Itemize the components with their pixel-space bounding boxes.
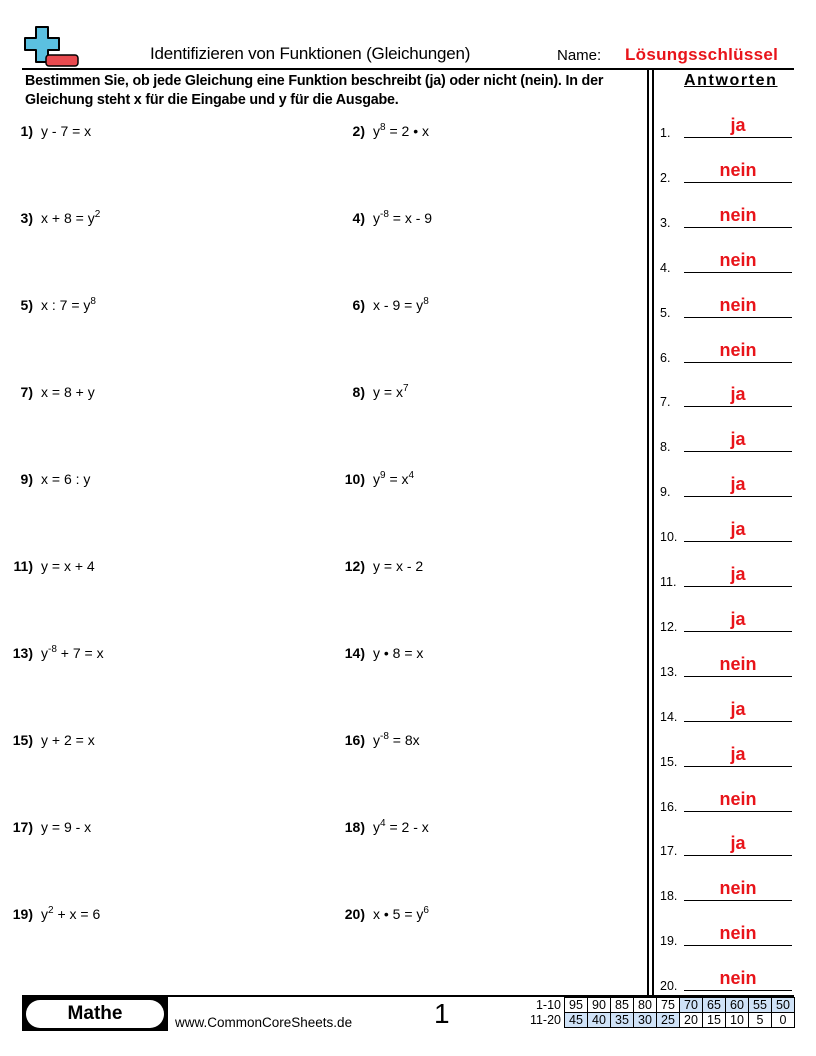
- problem-item: [0, 906, 100, 922]
- problem-number: 6): [352, 297, 365, 313]
- problem-item: [332, 558, 423, 574]
- problem-number: 14): [344, 645, 365, 661]
- problem-number: 13): [12, 645, 33, 661]
- score-cell: 65: [703, 998, 726, 1013]
- problem-number: 18): [344, 819, 365, 835]
- problem-number: 17): [12, 819, 33, 835]
- answer-row: [660, 280, 792, 320]
- answer-value: nein: [719, 159, 757, 180]
- answer-line: [684, 631, 792, 632]
- problem-number: 10): [344, 471, 365, 487]
- equation: $y^4 = 2 - x$: [373, 818, 429, 835]
- answer-line: [684, 811, 792, 812]
- answer-line: [684, 586, 792, 587]
- name-label: Name:: [557, 47, 602, 64]
- answer-value: ja: [730, 743, 746, 764]
- answer-number: 7.: [660, 395, 671, 410]
- score-table: [527, 997, 795, 1028]
- answer-number: 16.: [660, 799, 678, 814]
- equation: $y^{-8} + 7 = x$: [41, 644, 104, 661]
- answer-row: [660, 639, 792, 679]
- answer-number: 3.: [660, 215, 671, 230]
- equation: y = 9 - x: [41, 819, 92, 835]
- answer-value: ja: [730, 519, 746, 540]
- equation: x : $7 = y^8$: [41, 296, 96, 313]
- answer-number: 15.: [660, 754, 678, 769]
- equation: $y^8 = 2$ • x: [373, 122, 429, 139]
- score-cell: 10: [726, 1013, 749, 1028]
- score-row: [527, 1013, 795, 1028]
- answer-number: 6.: [660, 350, 671, 365]
- answer-number: 8.: [660, 440, 671, 455]
- problem-number: 11): [13, 558, 33, 574]
- answer-number: 11.: [660, 575, 677, 589]
- problem-number: 4): [352, 210, 365, 226]
- score-cell: 50: [772, 998, 795, 1013]
- problem-number: 20): [344, 906, 365, 922]
- score-cell: 20: [680, 1013, 703, 1028]
- problem-item: [332, 297, 429, 313]
- problem-number: 5): [20, 297, 33, 313]
- score-range-label: 1-10: [535, 998, 561, 1012]
- page-number: 1: [434, 998, 450, 1029]
- answer-line: [684, 227, 792, 228]
- answer-row: [660, 369, 792, 409]
- answer-number: 19.: [660, 934, 678, 949]
- answer-number: 5.: [660, 305, 671, 320]
- problem-item: [0, 819, 91, 835]
- problem-number: 19): [12, 906, 33, 922]
- answer-value: nein: [719, 339, 757, 360]
- equation: $y^9 = x^4$: [373, 470, 415, 487]
- problem-item: [332, 732, 420, 748]
- answer-line: [684, 990, 792, 991]
- name-value: Lösungsschlüssel: [625, 45, 779, 64]
- equation: $y^{-8} = 8x$: [373, 731, 420, 748]
- answer-value: nein: [719, 968, 757, 989]
- answer-row: [660, 729, 792, 769]
- score-cell: 55: [749, 998, 772, 1013]
- answer-row: [660, 684, 792, 724]
- problem-item: [332, 210, 432, 226]
- equation: $x - 9 = y^8$: [373, 296, 429, 313]
- answer-row: [660, 594, 792, 634]
- score-cell: 45: [565, 1013, 588, 1028]
- equation: x = 8 + y: [41, 384, 95, 400]
- equation: x = 6 : y: [41, 471, 91, 487]
- answer-number: 1.: [660, 126, 671, 140]
- score-cell: 85: [611, 998, 634, 1013]
- equation: $y = x^7$: [373, 383, 409, 400]
- score-cell: 95: [565, 998, 588, 1013]
- answer-row: [660, 190, 792, 230]
- problem-item: [0, 297, 96, 313]
- answer-line: [684, 406, 792, 407]
- answer-row: [660, 818, 792, 858]
- answer-value: ja: [730, 833, 746, 854]
- answer-line: [684, 900, 792, 901]
- score-row: [527, 998, 795, 1013]
- problem-item: [332, 384, 409, 400]
- score-cell: 0: [772, 1013, 795, 1028]
- answer-number: 18.: [660, 889, 678, 904]
- problem-number: 12): [344, 558, 365, 574]
- problem-number: 9): [20, 471, 33, 487]
- problem-number: 16): [344, 732, 365, 748]
- problem-number: 2): [352, 123, 365, 139]
- problem-item: [0, 123, 91, 139]
- answer-number: 2.: [660, 170, 671, 185]
- answer-line: [684, 496, 792, 497]
- answer-row: [660, 774, 792, 814]
- answer-value: ja: [730, 564, 746, 584]
- score-cell: 40: [588, 1013, 611, 1028]
- equation: y = x + 4: [41, 558, 95, 574]
- problem-item: [0, 732, 95, 748]
- equation: y + 2 = x: [41, 732, 95, 748]
- answer-line: [684, 721, 792, 722]
- problem-item: [332, 906, 429, 922]
- column-divider: [647, 70, 649, 995]
- score-cell: 75: [657, 998, 680, 1013]
- answer-number: 10.: [660, 530, 678, 545]
- score-cell: 30: [634, 1013, 657, 1028]
- answer-row: [660, 325, 792, 365]
- answer-value: ja: [730, 698, 746, 719]
- answer-line: [684, 541, 792, 542]
- site-url: www.CommonCoreSheets.de: [175, 1015, 353, 1030]
- problem-item: [0, 558, 95, 574]
- answer-line: [684, 137, 792, 138]
- answer-row: [660, 235, 792, 275]
- equation: y = x - 2: [373, 558, 424, 574]
- answer-line: [684, 182, 792, 183]
- answer-value: nein: [719, 653, 757, 674]
- answer-line: [684, 317, 792, 318]
- equation: x • $5 = y^6$: [373, 905, 429, 922]
- answer-number: 13.: [660, 664, 678, 679]
- header-divider: [22, 68, 794, 70]
- problem-item: [0, 384, 95, 400]
- answer-row: [660, 549, 792, 589]
- answer-line: [684, 766, 792, 767]
- answer-value: nein: [719, 249, 757, 270]
- answer-row: [660, 459, 792, 499]
- answer-line: [684, 945, 792, 946]
- answer-value: nein: [719, 923, 757, 944]
- answer-value: nein: [719, 878, 757, 899]
- answer-number: 12.: [660, 619, 678, 634]
- score-cell: 70: [680, 998, 703, 1013]
- answer-number: 20.: [660, 979, 678, 994]
- problem-item: [332, 645, 423, 661]
- answer-value: ja: [730, 474, 746, 495]
- problem-number: 7): [20, 384, 33, 400]
- score-cell: 25: [657, 1013, 680, 1028]
- answer-row: [660, 908, 792, 948]
- answer-value: ja: [730, 384, 746, 405]
- score-cell: 5: [749, 1013, 772, 1028]
- plus-minus-logo-icon: [22, 25, 80, 67]
- column-divider: [652, 70, 654, 995]
- answer-row: [660, 953, 792, 993]
- equation: y • 8 = x: [373, 645, 424, 661]
- answer-value: nein: [719, 788, 757, 809]
- problem-number: 1): [20, 123, 33, 139]
- brand-label: Mathe: [26, 1000, 164, 1028]
- answer-value: ja: [730, 429, 746, 450]
- problem-item: [0, 471, 90, 487]
- score-cell: 15: [703, 1013, 726, 1028]
- answer-value: nein: [719, 294, 757, 315]
- answer-number: 14.: [660, 709, 678, 724]
- problem-number: 3): [20, 210, 33, 226]
- worksheet-title: Identifizieren von Funktionen (Gleichungen): [150, 44, 471, 63]
- problem-item: [0, 645, 104, 661]
- problem-number: 8): [352, 384, 365, 400]
- answer-row: [660, 863, 792, 903]
- score-cell: 35: [611, 1013, 634, 1028]
- answer-number: 17.: [660, 844, 678, 859]
- answer-line: [684, 855, 792, 856]
- answer-line: [684, 676, 792, 677]
- answer-line: [684, 451, 792, 452]
- answer-row: [660, 414, 792, 454]
- problem-item: [332, 123, 429, 139]
- problem-item: [332, 819, 429, 835]
- answer-row: [660, 504, 792, 544]
- problem-item: [332, 471, 414, 487]
- answer-value: ja: [730, 608, 746, 629]
- score-cell: 60: [726, 998, 749, 1013]
- answers-title: Antworten: [684, 72, 778, 89]
- answer-line: [684, 362, 792, 363]
- answer-number: 9.: [660, 485, 671, 500]
- equation: $y^{-8} = x - 9$: [373, 209, 433, 226]
- problem-number: 15): [12, 732, 33, 748]
- instructions: Bestimmen Sie, ob jede Gleichung eine Funktion beschreibt (ja) oder nicht (nein). In der Gleichung steht x für die Eingabe und y für die Ausgabe.: [25, 73, 604, 108]
- answer-number: 4.: [660, 260, 671, 275]
- score-cell: 80: [634, 998, 657, 1013]
- answer-row: [660, 100, 792, 140]
- answer-row: [660, 145, 792, 185]
- score-range-label: 11-20: [529, 1013, 561, 1027]
- equation: $x + 8 = y^2$: [41, 209, 101, 226]
- answer-value: nein: [719, 204, 757, 225]
- answer-value: ja: [730, 115, 746, 135]
- answer-line: [684, 272, 792, 273]
- score-cell: 90: [588, 998, 611, 1013]
- problem-item: [0, 210, 100, 226]
- equation: y - 7 = x: [41, 123, 92, 139]
- equation: $y^2 + x = 6$: [41, 905, 101, 922]
